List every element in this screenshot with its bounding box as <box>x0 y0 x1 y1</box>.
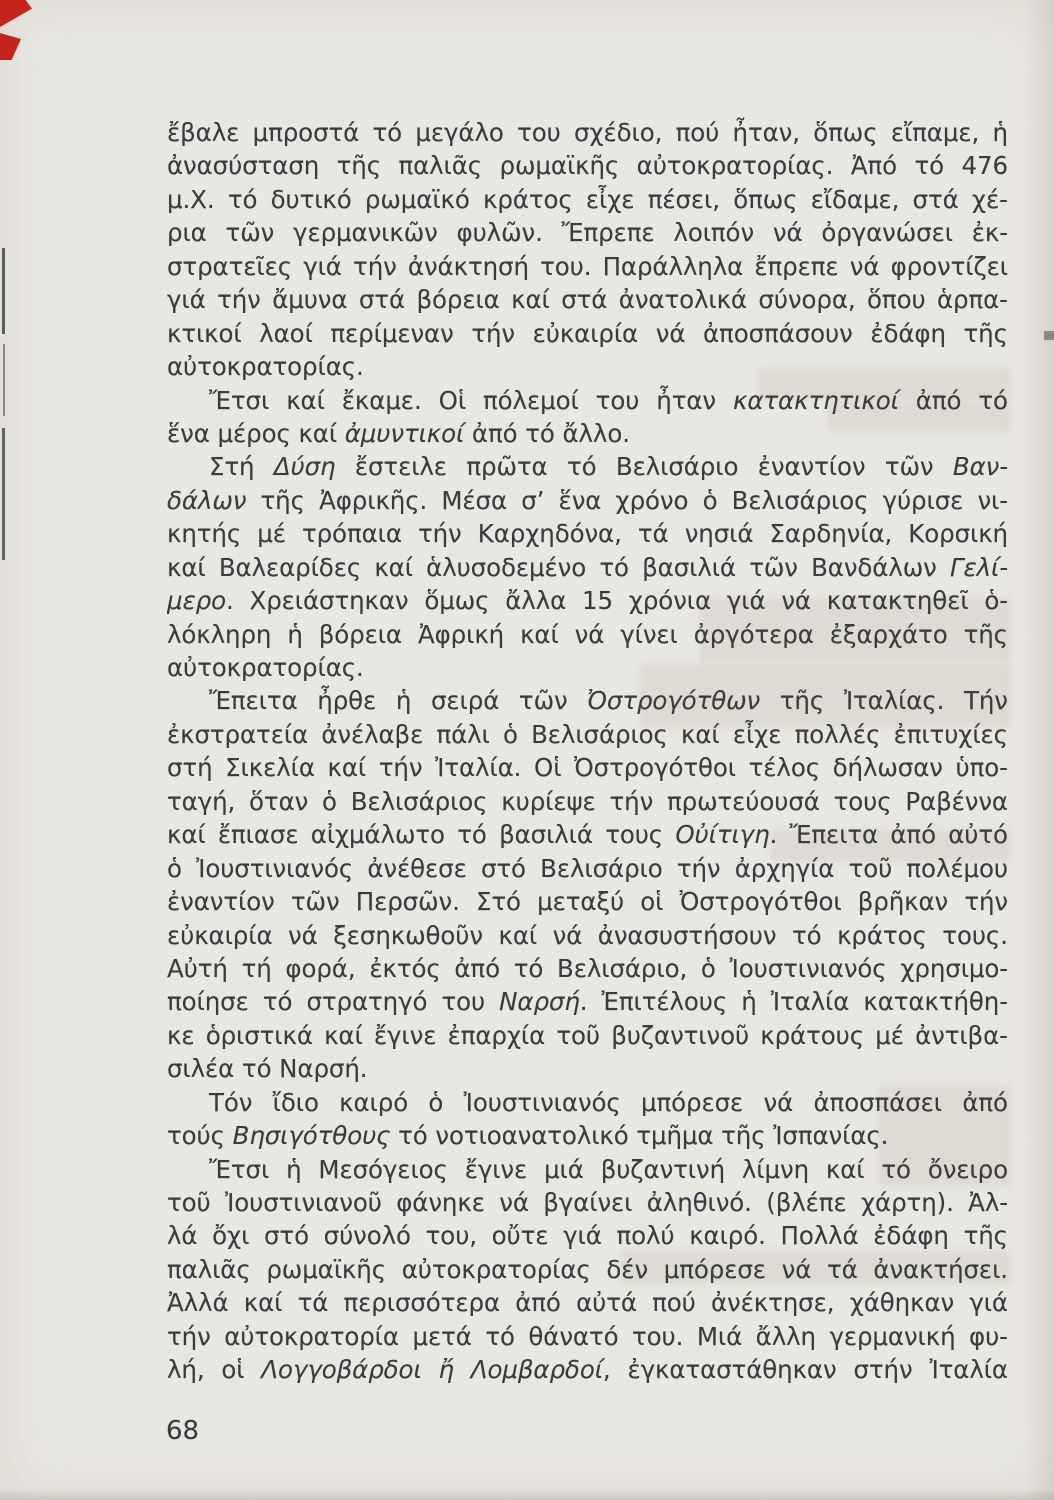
text-line: λά ὄχι στό σύνολό του, οὔτε γιά πολύ καιρό. Πολλά ἐδάφη τῆς <box>167 1221 1008 1251</box>
text-line: εὐκαιρία νά ξεσηκωθοῦν καί νά ἀνασυστήσουν τό κράτος τους. <box>167 920 1008 950</box>
text-block <box>167 116 1008 1387</box>
text-line: Στή Δύση ἔστειλε πρῶτα τό Βελισάριο ἐναντίον τῶν Βαν- <box>209 452 1008 482</box>
scan-artifact-edge-line-1 <box>2 248 5 334</box>
text-line: Ἔπειτα ἦρθε ἡ σειρά τῶν Ὀστρογότθων τῆς Ἰταλίας. Τήν <box>209 686 1008 716</box>
text-line: τούς Βησιγότθους τό νοτιοανατολικό τμῆμα τῆς Ἰσπανίας. <box>167 1121 889 1151</box>
text-line: δάλων τῆς Ἀφρικῆς. Μέσα σ’ ἕνα χρόνο ὁ Βελισάριος γύρισε νι- <box>167 485 1008 515</box>
scan-artifact-edge-line-2 <box>3 344 5 416</box>
text-line: Τόν ἴδιο καιρό ὁ Ἰουστινιανός μπόρεσε νά ἀποσπάσει ἀπό <box>209 1087 1008 1117</box>
scan-artifact-red-mark-2 <box>0 33 21 60</box>
text-line: στρατεῖες γιά τήν ἀνάκτησή του. Παράλληλα ἔπρεπε νά φροντίζει <box>167 251 1008 281</box>
text-line: τήν αὐτοκρατορία μετά τό θάνατό του. Μιά ἄλλη γερμανική φυ- <box>167 1321 1008 1351</box>
text-line: ρια τῶν γερμανικῶν φυλῶν. Ἔπρεπε λοιπόν νά ὀργανώσει ἐκ- <box>167 218 1008 248</box>
page-edge-shading-right <box>1026 0 1054 1500</box>
text-line: στή Σικελία καί τήν Ἰταλία. Οἱ Ὀστρογότθοι τέλος δήλωσαν ὑπο- <box>167 753 1008 783</box>
text-line: αὐτοκρατορίας. <box>167 352 364 382</box>
scan-artifact-edge-line-3 <box>2 428 5 560</box>
text-line: σιλέα τό Ναρσή. <box>167 1054 368 1084</box>
text-line: ἕνα μέρος καί ἀμυντικοί ἀπό τό ἄλλο. <box>167 418 630 448</box>
text-line: ἐναντίον τῶν Περσῶν. Στό μεταξύ οἱ Ὀστρογότθοι βρῆκαν τήν <box>167 887 1008 917</box>
text-line: αὐτοκρατορίας. <box>167 653 364 682</box>
text-line: λόκληρη ἡ βόρεια Ἀφρική καί νά γίνει ἀργότερα ἐξαρχάτο τῆς <box>167 619 1008 649</box>
text-line: ἐκστρατεία ἀνέλαβε πάλι ὁ Βελισάριος καί εἶχε πολλές ἐπιτυχίες <box>167 719 1008 749</box>
text-line: μ.Χ. τό δυτικό ρωμαϊκό κράτος εἶχε πέσει, ὅπως εἴδαμε, στά χέ- <box>167 184 1008 214</box>
text-line: λή, οἱ Λογγοβάρδοι ἤ Λομβαρδοί, ἐγκαταστάθηκαν στήν Ἰταλία <box>167 1355 1008 1385</box>
text-line: καί Βαλεαρίδες καί ἁλυσοδεμένο τό βασιλιά τῶν Βανδάλων Γελί- <box>167 552 1008 582</box>
text-line: Ἔτσι καί ἔκαμε. Οἱ πόλεμοί του ἦταν κατακτητικοί ἀπό τό <box>209 385 1008 415</box>
text-line: ταγή, ὅταν ὁ Βελισάριος κυρίεψε τήν πρωτεύουσά τους Ραβέννα <box>167 786 1008 816</box>
text-line: Αὐτή τή φορά, ἐκτός ἀπό τό Βελισάριο, ὁ Ἰουστινιανός χρησιμο- <box>167 953 1008 983</box>
text-line: ποίησε τό στρατηγό του Ναρσή. Ἐπιτέλους ἡ Ἰταλία κατακτήθη- <box>167 987 1008 1017</box>
text-line: Ἔτσι ἡ Μεσόγειος ἔγινε μιά βυζαντινή λίμνη καί τό ὄνειρο <box>209 1154 1008 1184</box>
text-line: τοῦ Ἰουστινιανοῦ φάνηκε νά βγαίνει ἀληθινό. (βλέπε χάρτη). Ἀλ- <box>167 1188 1008 1217</box>
text-line: ὁ Ἰουστινιανός ἀνέθεσε στό Βελισάριο τήν ἀρχηγία τοῦ πολέμου <box>167 853 1008 883</box>
text-line: παλιᾶς ρωμαϊκῆς αὐτοκρατορίας δέν μπόρεσε νά τά ἀνακτήσει. <box>167 1254 1008 1284</box>
text-line: κε ὁριστικά καί ἔγινε ἐπαρχία τοῦ βυζαντινοῦ κράτους μέ ἀντιβα- <box>167 1020 1008 1050</box>
text-line: Ἀλλά καί τά περισσότερα ἀπό αὐτά πού ἀνέκτησε, χάθηκαν γιά <box>167 1288 1008 1318</box>
text-line: καί ἔπιασε αἰχμάλωτο τό βασιλιά τους Οὐίτιγη. Ἔπειτα ἀπό αὐτό <box>167 820 1008 850</box>
text-line: γιά τήν ἄμυνα στά βόρεια καί στά ἀνατολικά σύνορα, ὅπου ἁρπα- <box>167 285 1008 315</box>
page-edge-shading-bottom <box>0 1488 1054 1500</box>
text-line: κτικοί λαοί περίμεναν τήν εὐκαιρία νά ἀποσπάσουν ἐδάφη τῆς <box>167 318 1008 348</box>
text-line: ἔβαλε μπροστά τό μεγάλο του σχέδιο, πού ἦταν, ὅπως εἴπαμε, ἡ <box>167 118 1008 147</box>
text-line: κητής μέ τρόπαια τήν Καρχηδόνα, τά νησιά Σαρδηνία, Κορσική <box>167 519 1008 549</box>
text-line: ἀνασύσταση τῆς παλιᾶς ρωμαϊκῆς αὐτοκρατορίας. Ἀπό τό 476 <box>167 151 1008 181</box>
scan-artifact-red-mark-1 <box>0 0 32 27</box>
page-number: 68 <box>166 1416 200 1446</box>
scan-artifact-right-mark <box>1044 331 1054 340</box>
text-line: μερο. Χρειάστηκαν ὅμως ἄλλα 15 χρόνια γιά νά κατακτηθεῖ ὁ- <box>167 586 1008 616</box>
